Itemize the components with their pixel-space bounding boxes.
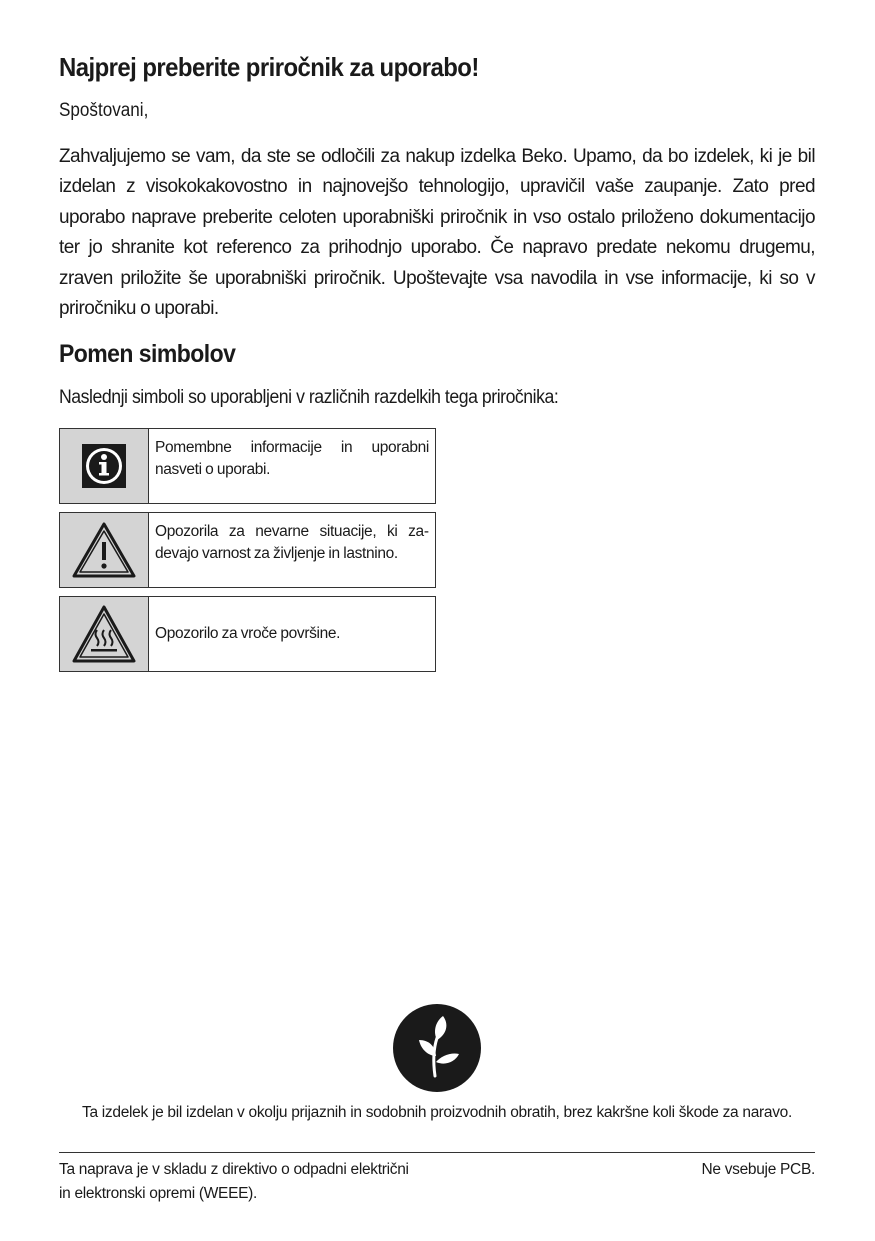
- eco-leaf-icon: [393, 1004, 481, 1092]
- intro-paragraph: Zahvaljujemo se vam, da ste se odločili za nakup izdelka Beko. Upamo, da bo izdelek, ki je bil izdelan z visokokakovostno in najnovejšo tehnologijo, upravičil vaše zaupanje. Zato pred uporabo naprave preberite celoten uporabniški priročnik in vso ostalo priloženo dokumentacijo ter jo shranite kot referenco za prihodnjo uporabo. Če napravo predate nekomu drugemu, zraven priložite še uporabniški priročnik. Upoštevajte vsa navodila in vse informacije, ki so v priročniku o uporabi.: [59, 146, 815, 320]
- pcb-notice: Ne vsebuje PCB.: [701, 1161, 815, 1178]
- warning-icon: [60, 513, 149, 587]
- symbols-section-intro: Naslednji simboli so uporabljeni v različnih razdelkih tega priročnika:: [59, 387, 559, 408]
- page-title: Najprej preberite priročnik za uporabo!: [59, 52, 479, 82]
- symbol-hot-surface-text: Opozorilo za vroče površine.: [155, 625, 341, 642]
- info-icon: [60, 429, 149, 503]
- symbol-info-text: Pomembne informacije in uporabni nasveti o uporabi.: [155, 439, 429, 478]
- eco-statement: Ta izdelek je bil izdelan v okolju prijaznih in sodobnih proizvodnih obratih, brez kakršne koli škode za naravo.: [82, 1104, 792, 1121]
- symbol-row-warning: [59, 512, 436, 588]
- greeting: Spoštovani,: [59, 100, 149, 121]
- footer-divider: [59, 1152, 815, 1153]
- symbol-row-hot-surface: [59, 596, 436, 672]
- symbol-warning-text: Opozorila za nevarne situacije, ki zadevajo varnost za življenje in lastnino.: [155, 523, 429, 562]
- symbol-row-info: [59, 428, 436, 504]
- hot-surface-icon: [60, 597, 149, 671]
- weee-notice: Ta naprava je v skladu z direktivo o odpadni električni in elektronski opremi (WEEE).: [59, 1161, 409, 1202]
- symbols-section-title: Pomen simbolov: [59, 340, 236, 368]
